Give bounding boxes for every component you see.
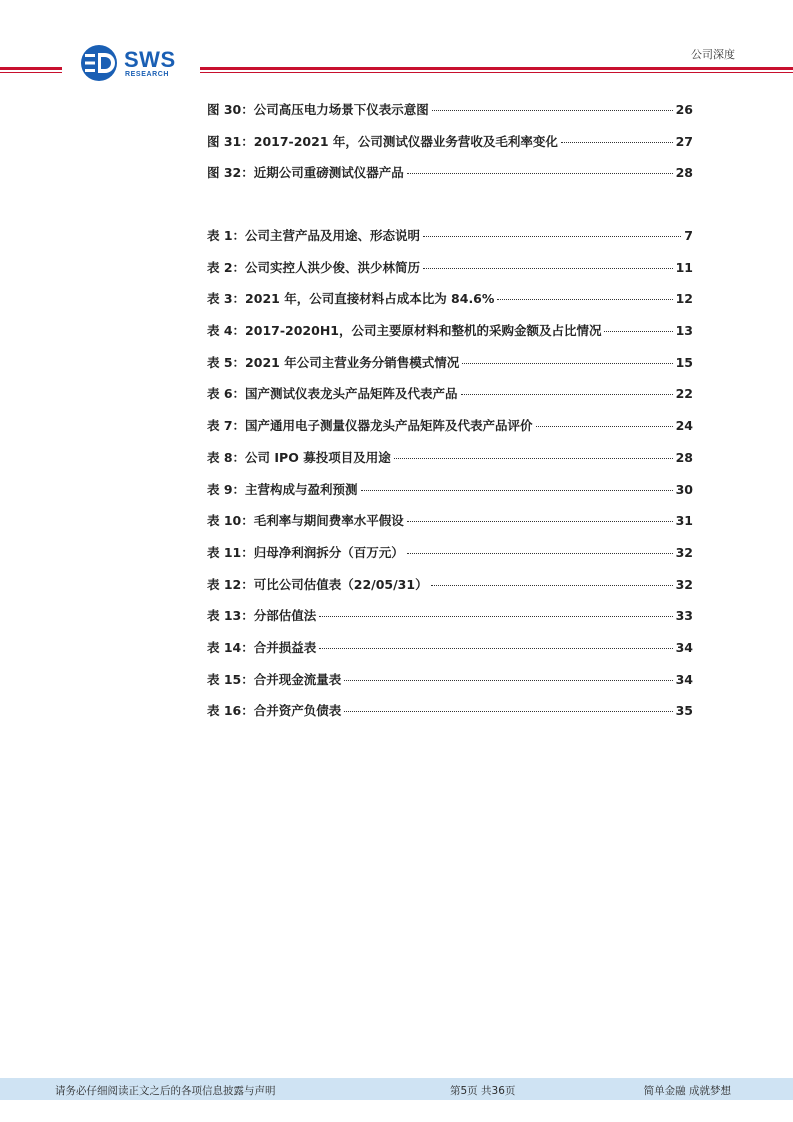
header-rule-left-thin [0,72,62,73]
table-toc-row[interactable] [207,701,693,733]
header-rule-right-thin [200,72,793,73]
toc-page-number[interactable]: 7 [684,228,693,243]
dot-leader [461,394,673,395]
toc-page-number[interactable]: 32 [675,576,693,592]
table-toc-row[interactable] [207,321,693,353]
toc-page-number[interactable]: 28 [675,449,693,465]
dot-leader [536,426,673,427]
logo-wordmark: SWS [124,47,176,72]
toc-page-number[interactable]: 22 [675,386,693,402]
toc-page-number[interactable]: 24 [675,418,693,434]
report-type-label: 公司深度 [691,48,735,61]
page-number: 第5页 共36页 [450,1085,516,1097]
dot-leader [432,110,673,111]
header-rule-right [200,67,793,70]
toc-page-number[interactable]: 26 [675,102,693,117]
table-toc-row[interactable] [207,448,693,480]
table-toc-row[interactable] [207,511,693,543]
sws-logo-icon [80,44,118,82]
table-toc-row[interactable] [207,480,693,512]
toc-page-number[interactable]: 31 [675,513,693,529]
toc-page-number[interactable]: 12 [675,291,693,307]
figure-toc-row[interactable] [207,163,693,195]
toc-entry-title[interactable]: 图 30：公司高压电力场景下仪表示意图 [207,102,429,117]
dot-leader [361,490,673,491]
toc-page-number[interactable]: 35 [675,703,693,719]
table-list [207,226,693,733]
toc-entry-title[interactable]: 表 8：公司 IPO 募投项目及用途 [207,449,391,465]
table-toc-row[interactable] [207,226,693,258]
toc-entry-title[interactable]: 图 32：近期公司重磅测试仪器产品 [207,165,404,180]
table-toc-row[interactable] [207,353,693,385]
table-toc-row[interactable] [207,670,693,702]
sws-logo [80,44,190,84]
toc-entry-title[interactable]: 表 14：合并损益表 [207,639,317,655]
dot-leader [344,680,672,681]
footer-slogan: 简单金融 成就梦想 [643,1085,731,1097]
toc-page-number[interactable]: 27 [675,133,693,149]
dot-leader [394,458,673,459]
dot-leader [497,299,672,300]
toc-entry-title[interactable]: 表 12：可比公司估值表（22/05/31） [207,576,428,592]
dot-leader [431,585,673,586]
toc-entry-title[interactable]: 表 15：合并现金流量表 [207,671,342,687]
toc-entry-title[interactable]: 图 31：2017-2021 年，公司测试仪器业务营收及毛利率变化 [207,133,558,149]
table-toc-row[interactable] [207,543,693,575]
dot-leader [344,711,672,712]
table-toc-row[interactable] [207,606,693,638]
toc-page-number[interactable]: 34 [675,671,693,687]
table-toc-row[interactable] [207,638,693,670]
dot-leader [423,268,673,269]
dot-leader [407,521,673,522]
logo-subtitle: RESEARCH [125,71,170,78]
dot-leader [407,553,673,554]
figure-list [207,100,693,195]
table-toc-row[interactable] [207,416,693,448]
dot-leader [319,616,672,617]
dot-leader [462,363,672,364]
toc-entry-title[interactable]: 表 5：2021 年公司主营业务分销售模式情况 [207,354,460,370]
page-footer [0,1078,793,1100]
toc-entry-title[interactable]: 表 9：主营构成与盈利预测 [207,481,358,497]
toc-entry-title[interactable]: 表 11：归母净利润拆分（百万元） [207,544,404,560]
toc-entry-title[interactable]: 表 4：2017-2020H1，公司主要原材料和整机的采购金额及占比情况 [207,323,602,339]
dot-leader [407,173,673,174]
toc-entry-title[interactable]: 表 10：毛利率与期间费率水平假设 [207,513,404,529]
toc-entry-title[interactable]: 表 7：国产通用电子测量仪器龙头产品矩阵及代表产品评价 [207,418,533,434]
table-toc-row[interactable] [207,575,693,607]
toc-page-number[interactable]: 11 [675,259,693,275]
toc-page-number[interactable]: 13 [675,323,693,339]
dot-leader [319,648,672,649]
footer-disclaimer: 请务必仔细阅读正文之后的各项信息披露与声明 [55,1085,276,1097]
dot-leader [604,331,672,332]
page-header [0,0,793,90]
figure-toc-row[interactable] [207,100,693,132]
toc-page-number[interactable]: 33 [675,608,693,624]
dot-leader [423,236,681,237]
toc-page-number[interactable]: 28 [675,165,693,180]
table-toc-row[interactable] [207,384,693,416]
toc-page-number[interactable]: 15 [675,354,693,370]
toc-entry-title[interactable]: 表 1：公司主营产品及用途、形态说明 [207,228,421,243]
dot-leader [561,142,673,143]
toc-entry-title[interactable]: 表 6：国产测试仪表龙头产品矩阵及代表产品 [207,386,458,402]
toc-page-number[interactable]: 30 [675,481,693,497]
figure-toc-row[interactable] [207,132,693,164]
table-toc-row[interactable] [207,258,693,290]
table-toc-row[interactable] [207,289,693,321]
header-rule-left [0,67,62,70]
toc-entry-title[interactable]: 表 13：分部估值法 [207,608,317,624]
toc-entry-title[interactable]: 表 3：2021 年，公司直接材料占成本比为 84.6% [207,291,495,307]
toc-page-number[interactable]: 34 [675,639,693,655]
toc-entry-title[interactable]: 表 2：公司实控人洪少俊、洪少林简历 [207,259,421,275]
toc-page-number[interactable]: 32 [675,544,693,560]
toc-entry-title[interactable]: 表 16：合并资产负债表 [207,703,342,719]
